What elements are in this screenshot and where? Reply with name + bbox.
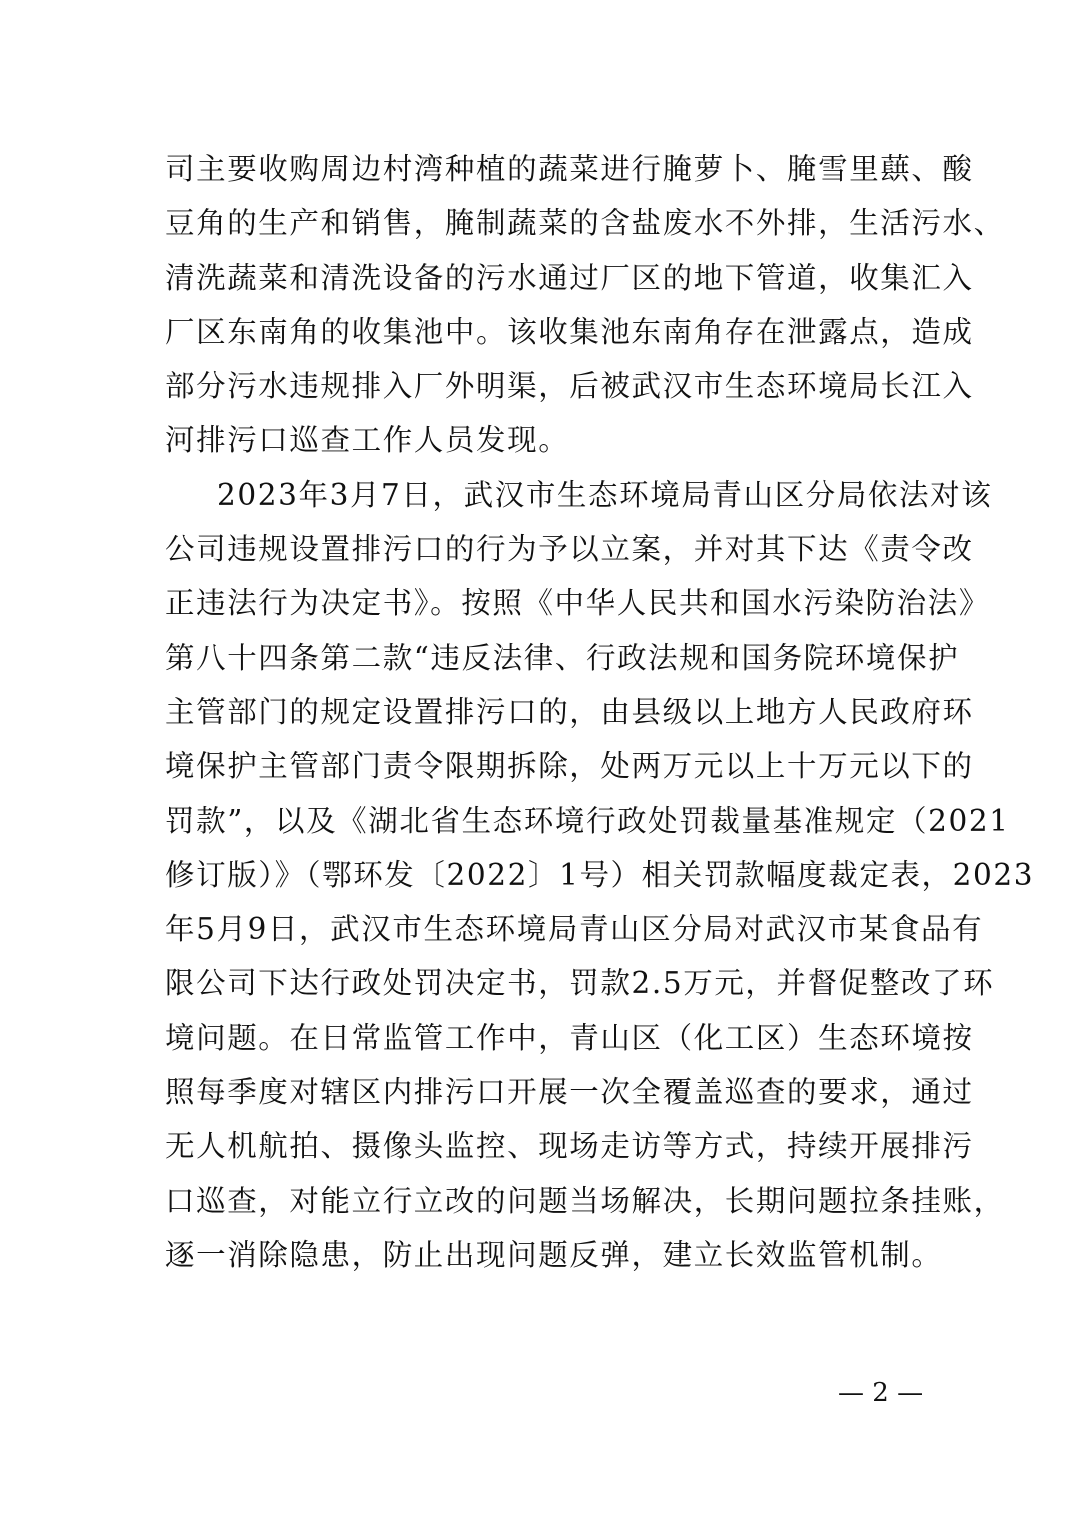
text-line: 公司违规设置排污口的行为予以立案，并对其下达《责令改 [165,532,974,567]
text-line: 2023年3月7日，武汉市生态环境局青山区分局依法对该 [217,477,993,512]
text-line: 第八十四条第二款“违反法律、行政法规和国务院环境保护 [165,640,960,675]
text-line: 口巡查，对能立行立改的问题当场解决，长期问题拉条挂账， [165,1183,1005,1218]
text-line: 豆角的生产和销售，腌制蔬菜的含盐废水不外排，生活污水、 [165,206,1005,241]
paragraph-2 [165,468,1035,1282]
text-line: 罚款”，以及《湖北省生态环境行政处罚裁量基准规定（2021 [165,803,1010,838]
paragraph-1 [165,142,1005,468]
text-line: 照每季度对辖区内排污口开展一次全覆盖巡查的要求，通过 [165,1075,974,1110]
text-line: 清洗蔬菜和清洗设备的污水通过厂区的地下管道，收集汇入 [165,260,974,295]
page-number: — 2 — [838,1378,924,1408]
text-line: 境问题。在日常监管工作中，青山区（化工区）生态环境按 [165,1020,974,1055]
text-line: 河排污口巡查工作人员发现。 [165,423,570,458]
text-line: 无人机航拍、摄像头监控、现场走访等方式，持续开展排污 [165,1129,974,1164]
body-text [165,142,1035,1282]
text-line: 司主要收购周边村湾种植的蔬菜进行腌萝卜、腌雪里蕻、酸 [165,152,974,186]
text-line: 主管部门的规定设置排污口的，由县级以上地方人民政府环 [165,694,974,729]
text-line: 逐一消除隐患，防止出现问题反弹，建立长效监管机制。 [165,1237,943,1272]
text-line: 部分污水违规排入厂外明渠，后被武汉市生态环境局长江入 [165,369,974,404]
text-line: 厂区东南角的收集池中。该收集池东南角存在泄露点，造成 [165,314,974,349]
text-line: 正违法行为决定书》。按照《中华人民共和国水污染防治法》 [165,586,990,621]
text-line: 修订版）》（鄂环发〔2022〕1号）相关罚款幅度裁定表，2023 [165,857,1035,892]
text-line: 境保护主管部门责令限期拆除，处两万元以上十万元以下的 [165,749,974,784]
text-line: 年5月9日，武汉市生态环境局青山区分局对武汉市某食品有 [165,912,984,947]
text-line: 限公司下达行政处罚决定书，罚款2.5万元，并督促整改了环 [165,966,995,1001]
